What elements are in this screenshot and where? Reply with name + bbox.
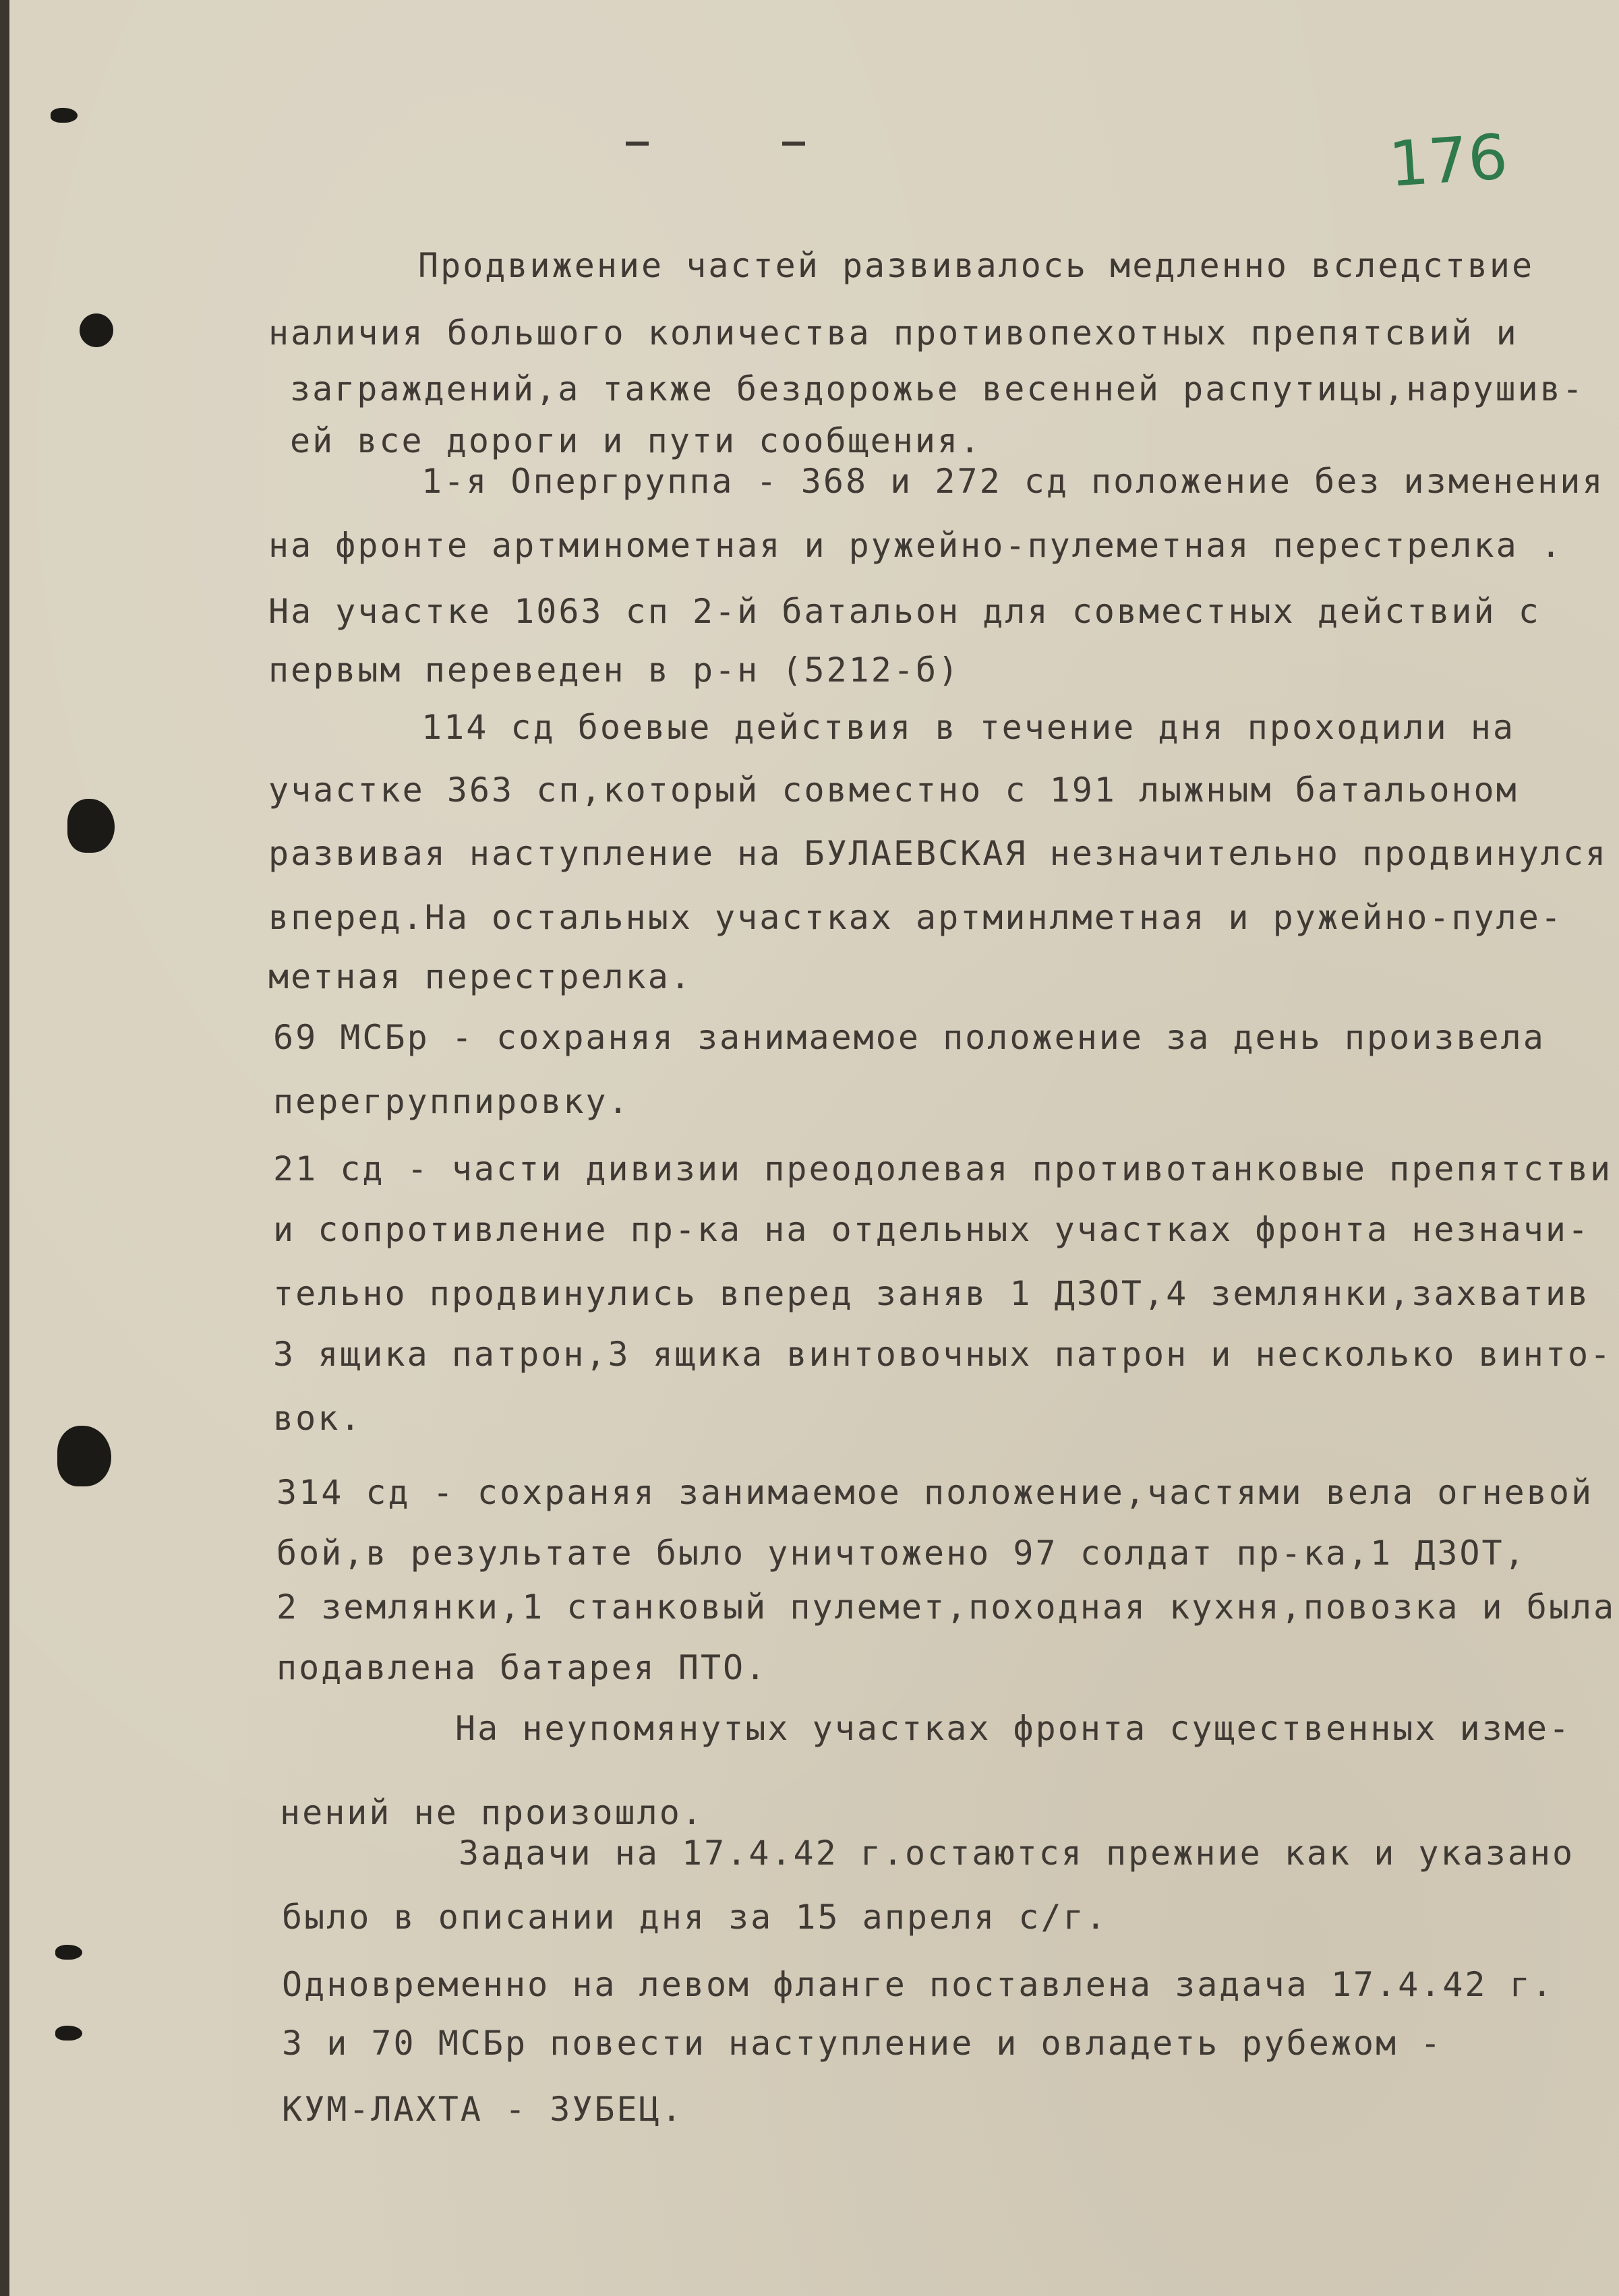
ink-blot bbox=[67, 799, 115, 853]
text-line: Одновременно на левом фланге поставлена задача 17.4.42 г. bbox=[282, 1965, 1554, 2004]
text-line: наличия большого количества противопехотных препятсвий и bbox=[268, 313, 1519, 353]
text-line: бой,в результате было уничтожено 97 солдат пр-ка,1 ДЗОТ, bbox=[276, 1534, 1527, 1573]
text-line: 69 МСБр - сохраняя занимаемое положение за день произвела bbox=[273, 1018, 1546, 1057]
text-line: на фронте артминометная и ружейно-пулеметная перестрелка . bbox=[268, 526, 1563, 565]
text-line: заграждений,а также бездорожье весенней распутицы,нарушив- bbox=[290, 369, 1585, 409]
ink-blot bbox=[57, 1426, 111, 1486]
header-dash-left bbox=[626, 142, 649, 146]
text-line: метная перестрелка. bbox=[268, 957, 693, 996]
ink-blot bbox=[55, 2026, 82, 2041]
text-line: Продвижение частей развивалось медленно вследствие bbox=[418, 246, 1535, 285]
text-line: На неупомянутых участках фронта существенных изме- bbox=[455, 1709, 1572, 1748]
text-line: Задачи на 17.4.42 г.остаются прежние как и указано bbox=[459, 1834, 1575, 1873]
text-line: участке 363 сп,который совместно с 191 лыжным батальоном bbox=[268, 771, 1519, 810]
text-line: 3 ящика патрон,3 ящика винтовочных патрон и несколько винто- bbox=[273, 1335, 1613, 1374]
text-line: На участке 1063 сп 2-й батальон для совместных действий с bbox=[268, 592, 1541, 631]
page-edge bbox=[0, 0, 9, 2296]
text-line: развивая наступление на БУЛАЕВСКАЯ незначительно продвинулся bbox=[268, 834, 1608, 873]
header-dash-right bbox=[782, 142, 805, 146]
text-line: было в описании дня за 15 апреля с/г. bbox=[282, 1898, 1108, 1937]
text-line: КУМ-ЛАХТА - ЗУБЕЦ. bbox=[282, 2090, 684, 2129]
text-line: вок. bbox=[273, 1399, 363, 1438]
ink-blot bbox=[51, 108, 78, 123]
text-line: 1-я Опергруппа - 368 и 272 сд положение без изменения bbox=[421, 462, 1605, 501]
text-line: ей все дороги и пути сообщения. bbox=[290, 421, 982, 460]
punch-hole bbox=[80, 313, 113, 347]
page-number: 176 bbox=[1386, 121, 1510, 201]
text-line: 21 сд - части дивизии преодолевая противотанковые препятстви bbox=[273, 1149, 1613, 1188]
text-line: перегруппировку. bbox=[273, 1082, 630, 1121]
text-line: тельно продвинулись вперед заняв 1 ДЗОТ,4 землянки,захватив bbox=[273, 1274, 1591, 1313]
text-line: 114 сд боевые действия в течение дня проходили на bbox=[421, 708, 1516, 747]
text-line: 314 сд - сохраняя занимаемое положение,частями вела огневой bbox=[276, 1473, 1594, 1512]
text-line: нений не произошло. bbox=[280, 1793, 704, 1832]
text-line: 3 и 70 МСБр повести наступление и овладеть рубежом - bbox=[282, 2024, 1443, 2063]
text-line: 2 землянки,1 станковый пулемет,походная кухня,повозка и была bbox=[276, 1588, 1616, 1627]
text-line: вперед.На остальных участках артминлметная и ружейно-пуле- bbox=[268, 898, 1563, 937]
text-line: первым переведен в р-н (5212-б) bbox=[268, 651, 961, 690]
text-line: подавлена батарея ПТО. bbox=[276, 1648, 768, 1687]
ink-blot bbox=[55, 1945, 82, 1960]
text-line: и сопротивление пр-ка на отдельных участках фронта незначи- bbox=[273, 1210, 1591, 1249]
